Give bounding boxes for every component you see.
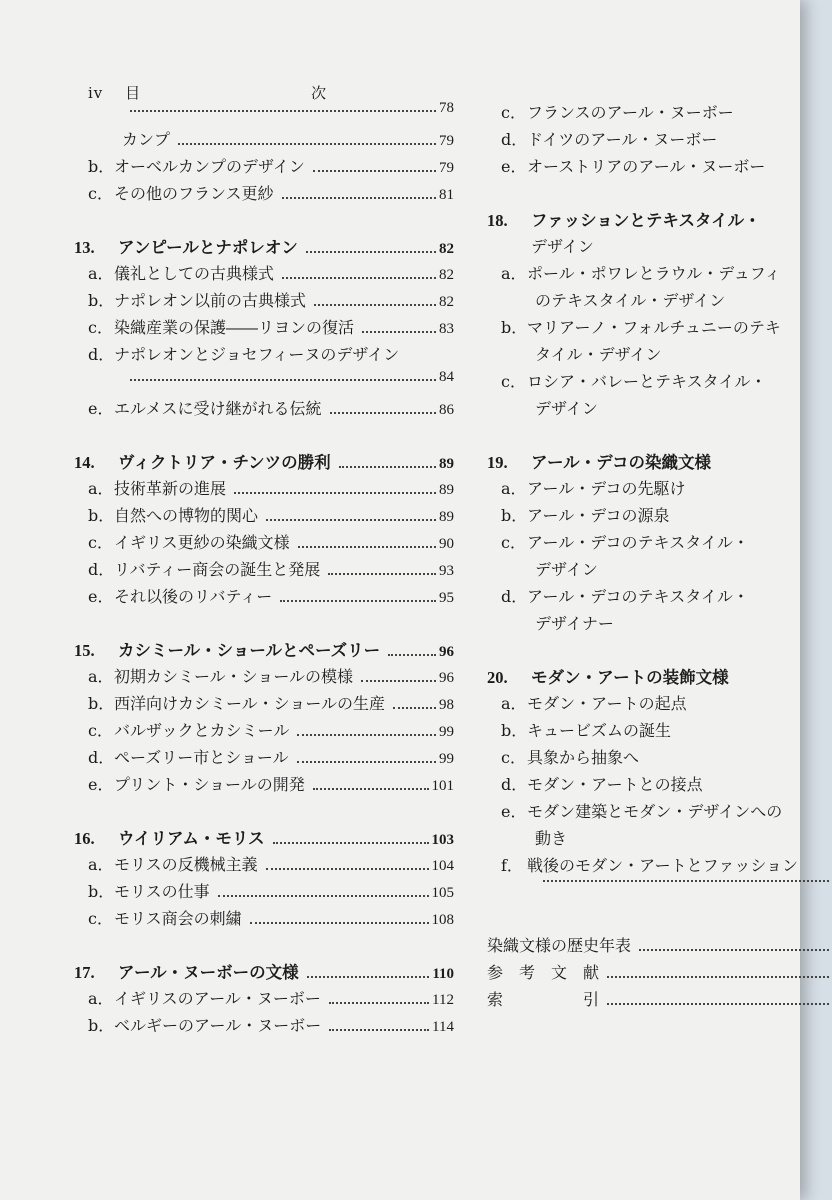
toc-entry	[487, 530, 832, 557]
entry-title: プリント・ショールの開発	[114, 775, 305, 794]
entry-title: エルメスに受け継がれる伝統	[114, 399, 322, 418]
entry-title: モリスの反機械主義	[114, 855, 258, 874]
dot-leader	[313, 788, 429, 790]
dot-leader	[543, 880, 829, 882]
chapter-number: 15.	[74, 641, 95, 660]
toc-chapter	[487, 449, 832, 476]
entry-title: ヴィクトリア・チンツの勝利	[118, 453, 331, 472]
entry-letter: d．	[501, 587, 528, 606]
entry-letter: f．	[501, 856, 523, 875]
toc-entry	[74, 315, 454, 342]
dot-leader	[266, 519, 436, 521]
entry-letter: b．	[88, 157, 115, 176]
dot-leader	[282, 277, 436, 279]
entry-letter: a．	[88, 479, 114, 498]
toc-entry	[74, 879, 454, 906]
entry-title: モリス商会の刺繍	[114, 909, 242, 928]
toc-entry	[74, 584, 454, 611]
toc-entry	[74, 342, 454, 369]
toc-entry	[74, 476, 454, 503]
entry-title: アール・デコのテキスタイル・	[527, 533, 749, 552]
toc-entry	[487, 853, 832, 880]
toc-entry	[487, 880, 832, 907]
toc-entry	[487, 745, 832, 772]
entry-title: ファッションとテキスタイル・	[531, 211, 761, 230]
page-ref: 83	[439, 321, 454, 337]
toc-entry	[487, 127, 832, 154]
toc-entry	[74, 154, 454, 181]
entry-title: モダン建築とモダン・デザインへの	[527, 802, 783, 821]
entry-letter: b．	[88, 506, 115, 525]
toc-entry	[487, 933, 832, 960]
entry-title: ロシア・バレーとテキスタイル・	[527, 372, 767, 391]
entry-letter: d．	[88, 345, 115, 364]
toc-entry	[487, 960, 832, 987]
toc-entry	[74, 127, 454, 154]
entry-letter: b．	[501, 721, 528, 740]
toc-chapter	[74, 637, 454, 664]
entry-letter: a．	[88, 667, 114, 686]
dot-leader	[297, 761, 436, 763]
toc-entry	[487, 826, 832, 853]
section-gap	[74, 933, 454, 959]
toc-entry	[74, 261, 454, 288]
toc-entry	[74, 745, 454, 772]
entry-letter: d．	[501, 775, 528, 794]
page-ref: 90	[439, 536, 454, 552]
dot-leader	[329, 1029, 429, 1031]
dot-leader	[639, 949, 829, 951]
entry-title: 自然への博物的関心	[114, 506, 259, 525]
dot-leader	[297, 734, 436, 736]
toc-entry	[74, 288, 454, 315]
page-ref: 82	[439, 294, 454, 310]
entry-title: アール・ヌーボーの文様	[118, 963, 299, 982]
section-gap	[487, 423, 832, 449]
page-ref: 78	[439, 100, 454, 116]
dot-leader	[282, 197, 436, 199]
entry-title: アール・デコの先駆け	[527, 479, 686, 498]
toc-entry	[487, 396, 832, 423]
entry-title: 技術革新の進展	[114, 479, 227, 498]
entry-title: キュービズムの誕生	[527, 721, 672, 740]
entry-title: リバティー商会の誕生と発展	[114, 560, 321, 579]
chapter-number: 16.	[74, 829, 95, 848]
toc-entry	[74, 1013, 454, 1040]
toc-entry	[74, 100, 454, 127]
entry-title: アール・デコの染織文様	[531, 453, 712, 472]
entry-letter: c．	[88, 318, 113, 337]
toc-entry	[74, 691, 454, 718]
entry-title: デザイン	[535, 560, 598, 579]
entry-title: オーベルカンプのデザイン	[114, 157, 305, 176]
chapter-number: 14.	[74, 453, 95, 472]
entry-title: ドイツのアール・ヌーボー	[527, 130, 718, 149]
chapter-number: 20.	[487, 668, 508, 687]
dot-leader	[306, 251, 436, 253]
dot-leader	[280, 600, 436, 602]
toc-entry	[487, 772, 832, 799]
toc-chapter	[74, 959, 454, 986]
page-ref: 112	[432, 992, 454, 1008]
page-ref: 79	[439, 160, 454, 176]
section-gap	[74, 208, 454, 234]
entry-letter: d．	[88, 560, 115, 579]
toc-entry	[487, 503, 832, 530]
entry-title: モダン・アートとの接点	[527, 775, 703, 794]
entry-title: ナポレオンとジョセフィーヌのデザイン	[114, 345, 400, 364]
entry-title: 西洋向けカシミール・ショールの生産	[114, 694, 386, 713]
page-ref: 89	[439, 482, 454, 498]
entry-letter: e．	[88, 399, 114, 418]
entry-letter: d．	[88, 748, 115, 767]
dot-leader	[298, 546, 436, 548]
toc-entry	[74, 718, 454, 745]
chapter-number: 18.	[487, 211, 508, 230]
page-ref: 105	[431, 885, 454, 901]
entry-title: その他のフランス更紗	[114, 184, 274, 203]
dot-leader	[329, 1002, 429, 1004]
entry-letter: c．	[501, 748, 526, 767]
entry-letter: b．	[88, 1016, 115, 1035]
entry-letter: e．	[88, 587, 114, 606]
dot-leader	[330, 412, 436, 414]
dot-leader	[307, 976, 430, 978]
page-ref: 81	[439, 187, 454, 203]
toc-entry	[487, 611, 832, 638]
toc-entry	[74, 530, 454, 557]
dot-leader	[273, 842, 429, 844]
toc-entry	[487, 799, 832, 826]
toc-entry	[487, 476, 832, 503]
dot-leader	[130, 110, 436, 112]
entry-letter: e．	[501, 157, 527, 176]
entry-title: フランスのアール・ヌーボー	[527, 103, 734, 122]
toc-entry	[487, 557, 832, 584]
entry-letter: a．	[88, 989, 114, 1008]
toc-entry	[487, 234, 832, 261]
toc-chapter	[74, 449, 454, 476]
entry-title: ベルギーのアール・ヌーボー	[114, 1016, 322, 1035]
dot-leader	[313, 170, 436, 172]
dot-leader	[328, 573, 436, 575]
section-gap	[487, 638, 832, 664]
page-ref: 110	[432, 966, 454, 982]
chapter-number: 13.	[74, 238, 95, 257]
toc-entry	[74, 852, 454, 879]
dot-leader	[362, 331, 436, 333]
toc-chapter	[487, 664, 832, 691]
entry-title: 染織文様の歴史年表	[487, 936, 632, 955]
entry-title: モダン・アートの起点	[527, 694, 687, 713]
toc-entry	[487, 100, 832, 127]
entry-title: ペーズリー市とショール	[114, 748, 289, 767]
toc-entry	[74, 772, 454, 799]
page-ref: 82	[439, 241, 454, 257]
page-ref: 101	[431, 778, 454, 794]
page-ref: 93	[439, 563, 454, 579]
entry-letter: a．	[88, 855, 114, 874]
page-ref: 89	[439, 456, 454, 472]
dot-leader	[218, 895, 429, 897]
entry-letter: d．	[501, 130, 528, 149]
page-title: 目 次	[125, 84, 405, 102]
page-ref: 84	[439, 369, 454, 385]
entry-letter: b．	[88, 291, 115, 310]
toc-chapter	[74, 234, 454, 261]
entry-title: 索 引	[487, 990, 600, 1009]
entry-title: それ以後のリバティー	[114, 587, 273, 606]
entry-letter: c．	[88, 533, 113, 552]
dot-leader	[393, 707, 436, 709]
page-ref: 82	[439, 267, 454, 283]
section-gap	[487, 181, 832, 207]
entry-letter: b．	[501, 318, 528, 337]
entry-letter: c．	[501, 533, 526, 552]
entry-title: マリアーノ・フォルチュニーのテキ	[527, 318, 781, 337]
entry-title: ウイリアム・モリス	[118, 829, 265, 848]
toc-entry	[74, 664, 454, 691]
toc-entry	[74, 503, 454, 530]
entry-title: ナポレオン以前の古典様式	[114, 291, 307, 310]
entry-title: 儀礼としての古典様式	[114, 264, 275, 283]
entry-letter: a．	[501, 479, 527, 498]
entry-letter: c．	[88, 721, 113, 740]
dot-leader	[361, 680, 436, 682]
section-gap	[74, 423, 454, 449]
entry-title: オーストリアのアール・ヌーボー	[527, 157, 766, 176]
entry-letter: c．	[501, 103, 526, 122]
toc-entry	[74, 181, 454, 208]
toc-entry	[74, 906, 454, 933]
entry-title: カシミール・ショールとペーズリー	[118, 641, 381, 660]
entry-title: アール・デコの源泉	[527, 506, 670, 525]
entry-title: モリスの仕事	[114, 882, 210, 901]
entry-title: 参 考 文 献	[487, 963, 600, 982]
dot-leader	[314, 304, 436, 306]
dot-leader	[130, 379, 436, 381]
toc-entry	[487, 154, 832, 181]
entry-title: アンピールとナポレオン	[118, 238, 298, 257]
page-ref: 96	[439, 670, 454, 686]
chapter-number: 19.	[487, 453, 508, 472]
entry-title: 染織産業の保護――リヨンの復活	[114, 318, 355, 337]
entry-title: 動き	[535, 829, 568, 848]
toc-entry	[74, 396, 454, 423]
page-ref: 108	[431, 912, 454, 928]
entry-letter: a．	[501, 264, 527, 283]
entry-letter: c．	[88, 909, 113, 928]
toc-entry	[74, 557, 454, 584]
page-ref: 104	[431, 858, 454, 874]
toc-column-right	[487, 100, 832, 1014]
entry-title: のテキスタイル・デザイン	[535, 291, 726, 310]
toc-entry	[487, 584, 832, 611]
dot-leader	[388, 654, 436, 656]
entry-title: デザイン	[531, 237, 594, 256]
entry-title: デザイナー	[535, 614, 614, 633]
entry-title: アール・デコのテキスタイル・	[527, 587, 749, 606]
entry-title: デザイン	[535, 399, 598, 418]
page-ref: 99	[439, 751, 454, 767]
toc-entry	[74, 369, 454, 396]
toc-entry	[487, 288, 832, 315]
page-ref: 114	[432, 1019, 454, 1035]
entry-title: タイル・デザイン	[535, 345, 662, 364]
entry-title: バルザックとカシミール	[114, 721, 290, 740]
dot-leader	[339, 466, 436, 468]
page-ref: 103	[431, 832, 454, 848]
page-ref: 96	[439, 644, 454, 660]
entry-letter: a．	[88, 264, 114, 283]
entry-title: モダン・アートの装飾文様	[531, 668, 729, 687]
section-gap	[487, 907, 832, 933]
dot-leader	[178, 143, 436, 145]
page-ref: 95	[439, 590, 454, 606]
toc-entry	[487, 718, 832, 745]
entry-letter: a．	[501, 694, 527, 713]
entry-letter: b．	[88, 694, 115, 713]
entry-title: ポール・ポワレとラウル・デュフィ	[527, 264, 781, 283]
dot-leader	[250, 922, 429, 924]
entry-letter: c．	[501, 372, 526, 391]
dot-leader	[607, 976, 829, 978]
entry-title: カンプ	[122, 130, 171, 149]
dot-leader	[266, 868, 429, 870]
toc-entry	[74, 986, 454, 1013]
section-gap	[74, 611, 454, 637]
entry-letter: c．	[88, 184, 113, 203]
dot-leader	[234, 492, 436, 494]
page-ref: 79	[439, 133, 454, 149]
toc-chapter	[74, 825, 454, 852]
toc-entry	[487, 261, 832, 288]
entry-title: 初期カシミール・ショールの模様	[114, 667, 354, 686]
entry-title: 戦後のモダン・アートとファッション	[527, 856, 799, 875]
entry-title: 具象から抽象へ	[527, 748, 640, 767]
toc-entry	[487, 369, 832, 396]
page-ref: 86	[439, 402, 454, 418]
page-ref: 89	[439, 509, 454, 525]
page-ref: 98	[439, 697, 454, 713]
toc-column-left	[74, 100, 454, 1040]
entry-title: イギリス更紗の染織文様	[114, 533, 290, 552]
entry-title: イギリスのアール・ヌーボー	[114, 989, 321, 1008]
page-number: iv	[88, 84, 104, 102]
toc-entry	[487, 315, 832, 342]
toc-chapter	[487, 207, 832, 234]
toc-entry	[487, 342, 832, 369]
toc-entry	[487, 987, 832, 1014]
entry-letter: b．	[501, 506, 528, 525]
chapter-number: 17.	[74, 963, 95, 982]
entry-letter: e．	[501, 802, 527, 821]
entry-letter: e．	[88, 775, 114, 794]
entry-letter: b．	[88, 882, 115, 901]
page-ref: 99	[439, 724, 454, 740]
section-gap	[74, 799, 454, 825]
toc-entry	[487, 691, 832, 718]
dot-leader	[607, 1003, 829, 1005]
